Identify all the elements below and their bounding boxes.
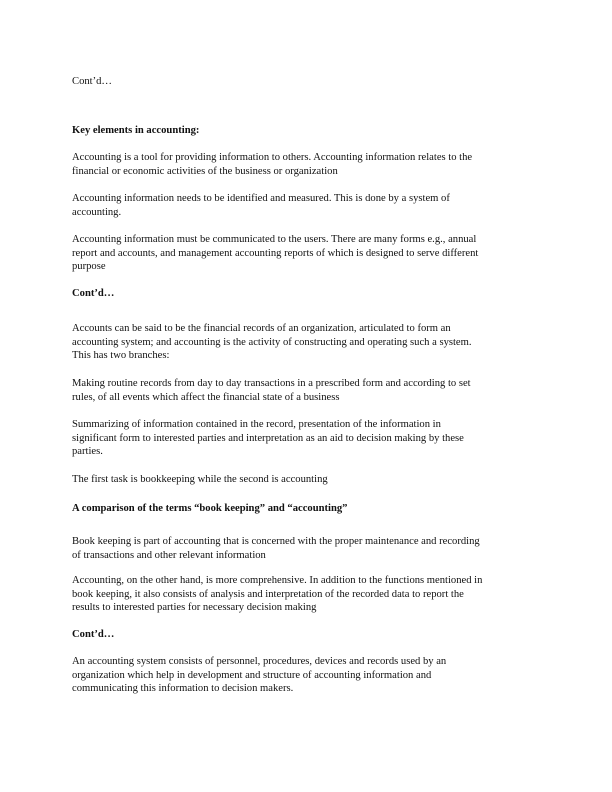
line: organization which help in development and structure of accounting information and xyxy=(72,669,432,681)
line: of transactions and other relevant information xyxy=(72,549,266,561)
paragraph xyxy=(72,151,552,178)
paragraph xyxy=(72,535,552,562)
line: Making routine records from day to day transactions in a prescribed form and according to set xyxy=(72,378,471,389)
line: Accounting, on the other hand, is more comprehensive. In addition to the functions mentioned in xyxy=(72,575,483,586)
line: purpose xyxy=(72,261,106,273)
paragraph xyxy=(72,322,552,363)
paragraph xyxy=(72,192,552,219)
line: accounting system; and accounting is the activity of constructing and operating such a system. xyxy=(72,336,472,348)
line: accounting. xyxy=(72,206,122,218)
paragraph xyxy=(72,233,552,274)
contd-heading: Cont’d… xyxy=(72,288,115,299)
line: Book keeping is part of accounting that is concerned with the proper maintenance and recording xyxy=(72,536,480,547)
heading-comparison: A comparison of the terms “book keeping” and “accounting” xyxy=(72,503,348,514)
line: communicating this information to decision makers. xyxy=(72,683,294,695)
line: Accounting is a tool for providing information to others. Accounting information relates to the xyxy=(72,152,473,163)
line: results to interested parties for necessary decision making xyxy=(72,602,317,614)
paragraph xyxy=(72,473,552,487)
line: An accounting system consists of personnel, procedures, devices and records used by an xyxy=(72,656,447,667)
paragraph xyxy=(72,377,552,404)
paragraph xyxy=(72,418,552,459)
line: significant form to interested parties and interpretation as an aid to decision making by these xyxy=(72,432,464,444)
line: Accounting information needs to be identified and measured. This is done by a system of xyxy=(72,193,450,204)
line: Accounts can be said to be the financial records of an organization, articulated to form an xyxy=(72,323,451,334)
line: parties. xyxy=(72,446,103,458)
line: report and accounts, and management accounting reports of which is designed to serve different xyxy=(72,247,479,259)
line: The first task is bookkeeping while the second is accounting xyxy=(72,474,328,485)
line: rules, of all events which affect the financial state of a business xyxy=(72,391,340,403)
line: Summarizing of information contained in the record, presentation of the information in xyxy=(72,419,441,430)
line: Accounting information must be communicated to the users. There are many forms e.g., annual xyxy=(72,234,477,245)
line: book keeping, it also consists of analysis and interpretation of the recorded data to report the xyxy=(72,588,464,600)
line: financial or economic activities of the business or organization xyxy=(72,165,338,177)
line: This has two branches: xyxy=(72,350,170,362)
contd-heading: Cont’d… xyxy=(72,629,115,640)
paragraph xyxy=(72,655,552,696)
top-note: Cont’d… xyxy=(72,76,113,87)
paragraph xyxy=(72,574,552,615)
heading-key-elements: Key elements in accounting: xyxy=(72,125,200,136)
